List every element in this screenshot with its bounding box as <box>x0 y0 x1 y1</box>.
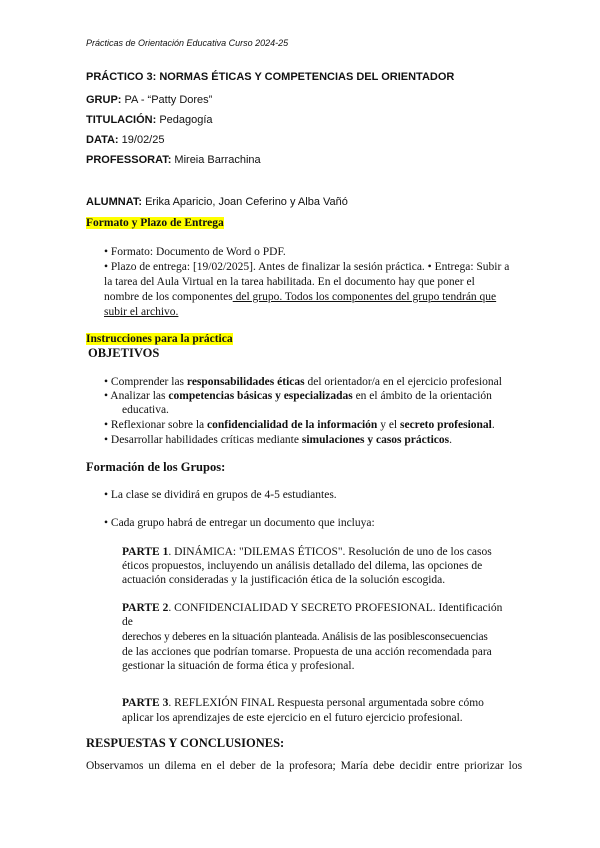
grup-value: PA - “Patty Dores” <box>124 94 213 106</box>
objective-4-pre: • Desarrollar habilidades críticas mediante <box>104 434 302 446</box>
objective-1-pre: • Comprender las <box>104 376 187 388</box>
titulacion-label: TITULACIÓN: <box>86 114 157 126</box>
objective-2 <box>104 389 492 403</box>
objective-3-pre: • Reflexionar sobre la <box>104 419 208 431</box>
objective-3 <box>104 418 495 432</box>
professorat-line <box>86 154 261 166</box>
parte-2-label: PARTE 2 <box>122 602 169 614</box>
parte-1-line-2: éticos propuestos, incluyendo un análisis detallado del dilema, las opciones de <box>122 560 483 572</box>
practice-title: PRÁCTICO 3: NORMAS ÉTICAS Y COMPETENCIAS DEL ORIENTADOR <box>86 71 455 83</box>
instrucciones-heading: Instrucciones para la práctica <box>86 333 233 345</box>
objective-3-post: . <box>491 419 495 431</box>
parte-2-line-1 <box>122 601 502 615</box>
titulacion-line <box>86 114 213 126</box>
objective-1-bold: responsabilidades éticas <box>186 376 305 388</box>
parte-1-label: PARTE 1 <box>122 546 169 558</box>
objective-4 <box>104 433 452 447</box>
alumnat-line <box>86 196 348 208</box>
parte-3-line-2: aplicar los aprendizajes de este ejercicio en el futuro ejercicio profesional. <box>122 712 463 724</box>
respuestas-heading: RESPUESTAS Y CONCLUSIONES: <box>86 736 285 750</box>
objective-4-bold: simulaciones y casos prácticos <box>301 434 450 446</box>
objective-1 <box>104 375 502 389</box>
objective-3-bold-2: secreto profesional <box>400 419 492 431</box>
grupos-item-2: • Cada grupo habrá de entregar un documento que incluya: <box>104 517 375 529</box>
data-label: DATA: <box>86 134 119 146</box>
alumnat-value: Erika Aparicio, Joan Ceferino y Alba Vañó <box>145 196 348 208</box>
formato-line-1: • Formato: Documento de Word o PDF. <box>104 246 286 258</box>
formato-line-4 <box>104 290 496 304</box>
parte-3-line-1 <box>122 696 484 710</box>
grupos-heading: Formación de los Grupos: <box>86 460 226 474</box>
parte-2-text-1: . CONFIDENCIALIDAD Y SECRETO PROFESIONAL. Identificación <box>168 602 503 614</box>
parte-3-label: PARTE 3 <box>122 697 169 709</box>
parte-1-text-1: . DINÁMICA: "DILEMAS ÉTICOS". Resolución de uno de los casos <box>168 546 492 558</box>
parte-1-line-1 <box>122 545 492 559</box>
data-value: 19/02/25 <box>121 134 165 146</box>
formato-line-2: • Plazo de entrega: [19/02/2025]. Antes de finalizar la sesión práctica. • Entrega: Subir a <box>104 261 510 273</box>
formato-line-5: subir el archivo. <box>104 306 179 318</box>
objetivos-heading: OBJETIVOS <box>88 346 160 360</box>
professorat-label: PROFESSORAT: <box>86 154 172 166</box>
parte-2-line-2: de <box>122 616 133 628</box>
parte-1-line-3: actuación consideradas y la justificación ética de la solución escogida. <box>122 574 446 586</box>
grup-line <box>86 94 212 106</box>
parte-3-text-1: . REFLEXIÓN FINAL Respuesta personal argumentada sobre cómo <box>168 697 484 709</box>
formato-heading: Formato y Plazo de Entrega <box>86 217 224 229</box>
data-line <box>86 134 164 146</box>
parte-2-line-4: de las acciones que podrían tomarse. Propuesta de una acción recomendada para <box>122 646 492 658</box>
formato-line-3: la tarea del Aula Virtual en la tarea habilitada. En el documento hay que poner el <box>104 276 475 288</box>
grup-label: GRUP: <box>86 94 122 106</box>
objective-2-continued: educativa. <box>122 404 169 416</box>
objective-2-pre: • Analizar las <box>104 390 169 402</box>
objective-3-bold-1: confidencialidad de la información <box>207 419 378 431</box>
objective-1-post: del orientador/a en el ejercicio profesional <box>304 376 502 388</box>
parte-2-line-3: derechos y deberes en la situación planteada. Análisis de las posiblesconsecuencias <box>122 631 488 643</box>
objective-3-mid: y el <box>377 419 400 431</box>
objective-4-post: . <box>449 434 452 446</box>
formato-line-4a: nombre de los componentes <box>104 291 233 303</box>
parte-2-line-5: gestionar la situación de forma ética y profesional. <box>122 660 355 672</box>
formato-line-4b: del grupo. Todos los componentes del grupo tendrán que <box>232 291 497 303</box>
objective-2-bold: competencias básicas y especializadas <box>168 390 353 402</box>
titulacion-value: Pedagogía <box>159 114 213 126</box>
running-header: Prácticas de Orientación Educativa Curso 2024-25 <box>86 38 289 48</box>
alumnat-label: ALUMNAT: <box>86 196 143 208</box>
professorat-value: Mireia Barrachina <box>174 154 261 166</box>
grupos-item-1: • La clase se dividirá en grupos de 4-5 estudiantes. <box>104 489 337 501</box>
objective-2-post: en el ámbito de la orientación <box>352 390 492 402</box>
respuestas-line-1: Observamos un dilema en el deber de la profesora; María debe decidir entre priorizar los <box>86 760 523 772</box>
